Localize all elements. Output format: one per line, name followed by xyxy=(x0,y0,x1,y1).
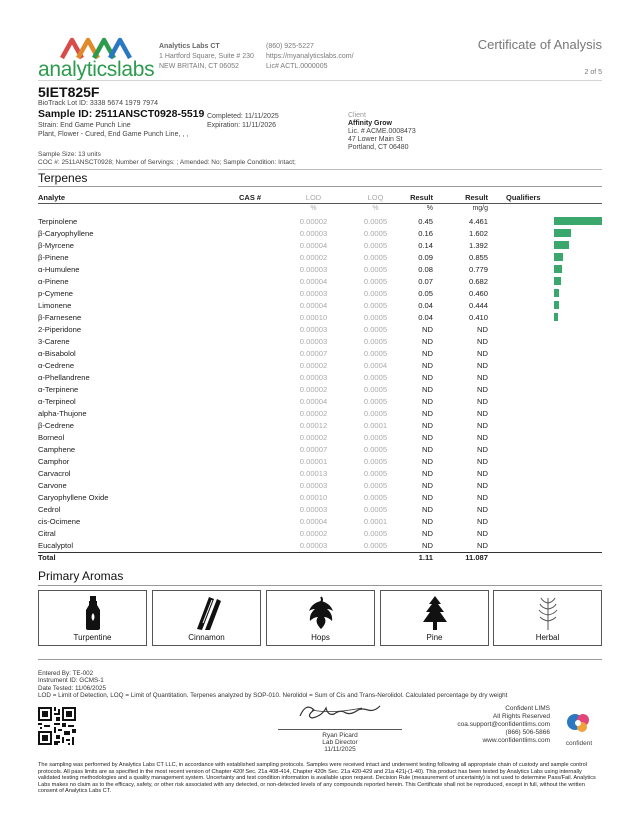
date-tested: Date Tested: 11/06/2025 xyxy=(38,684,107,692)
loq-value: 0.0005 xyxy=(363,493,388,502)
result-bar xyxy=(554,301,559,309)
lod-value: 0.00004 xyxy=(299,277,328,286)
result-mg-value: 0.444 xyxy=(468,301,488,310)
terpene-row xyxy=(38,348,602,360)
terpene-row xyxy=(38,408,602,420)
logo-text: analyticslabs xyxy=(38,58,155,81)
client-label: Client xyxy=(348,112,366,119)
lod-value: 0.00004 xyxy=(299,241,328,250)
aroma-card-pine xyxy=(380,590,489,646)
lab-contact xyxy=(266,42,354,72)
signature-block xyxy=(270,700,410,753)
lod-value: 0.00007 xyxy=(299,445,328,454)
analyte-name: α-Humulene xyxy=(38,265,80,274)
signature-icon xyxy=(290,700,390,724)
result-mg-value: ND xyxy=(477,421,488,430)
document-title: Certificate of Analysis xyxy=(477,37,602,52)
analyticslabs-logo xyxy=(38,36,155,82)
terpene-row xyxy=(38,228,602,240)
result-pct-value: 0.16 xyxy=(418,229,433,238)
result-mg-value: ND xyxy=(477,469,488,478)
loq-value: 0.0005 xyxy=(363,457,388,466)
sample-size-block xyxy=(38,151,296,167)
loq-value: 0.0005 xyxy=(363,385,388,394)
result-mg-value: ND xyxy=(477,385,488,394)
analyte-name: 3-Carene xyxy=(38,337,70,346)
sample-size: Sample Size: 13 units xyxy=(38,151,101,158)
unit-result-mg: mg/g xyxy=(472,205,488,212)
analyte-name: Borneol xyxy=(38,433,65,442)
result-pct-value: ND xyxy=(422,385,433,394)
result-mg-value: ND xyxy=(477,529,488,538)
result-pct-value: 0.07 xyxy=(418,277,433,286)
result-bar xyxy=(554,277,561,285)
header-result-mg: Result xyxy=(465,193,488,202)
loq-value: 0.0005 xyxy=(363,529,388,538)
table-header-divider xyxy=(38,203,602,204)
analyte-name: Citral xyxy=(38,529,56,538)
unit-loq: % xyxy=(372,205,379,212)
analyte-name: Terpinolene xyxy=(38,217,78,226)
result-bar xyxy=(554,229,571,237)
analyte-name: Eucalyptol xyxy=(38,541,74,550)
aroma-card-cinnamon xyxy=(152,590,261,646)
result-mg-value: 0.410 xyxy=(468,313,488,322)
lod-value: 0.00003 xyxy=(299,373,328,382)
analyte-name: Carvone xyxy=(38,481,67,490)
analyte-name: β-Pinene xyxy=(38,253,69,262)
total-label: Total xyxy=(38,553,56,562)
completed-date: Completed: 11/11/2025 xyxy=(207,113,279,120)
terpene-row xyxy=(38,504,602,516)
result-mg-value: 1.392 xyxy=(468,241,488,250)
terpenes-table-body xyxy=(38,216,602,564)
lod-value: 0.00002 xyxy=(299,361,328,370)
aroma-card-herbal xyxy=(493,590,602,646)
lod-value: 0.00003 xyxy=(299,325,328,334)
lab-name: Analytics Labs CT xyxy=(159,43,220,50)
loq-value: 0.0005 xyxy=(363,265,388,274)
total-mg: 11.087 xyxy=(465,553,488,562)
terpenes-title: Terpenes xyxy=(38,171,88,185)
terpene-row xyxy=(38,336,602,348)
loq-value: 0.0005 xyxy=(363,397,388,406)
terpene-row xyxy=(38,528,602,540)
confident-website[interactable]: www.confidentlims.com xyxy=(482,737,550,744)
confident-email[interactable]: coa.support@confidentlims.com xyxy=(457,721,550,728)
method-note: LOD = Limit of Detection, LOQ = Limit of Quantitation. Terpenes analyzed by SOP-010. Nerolidol = Sum of Cis and Trans-Nerolidol. Calculated percentage by dry weight xyxy=(38,691,508,699)
confident-phone: (866) 506-5866 xyxy=(505,729,550,736)
terpene-row xyxy=(38,444,602,456)
lod-value: 0.00012 xyxy=(299,421,328,430)
analyte-name: 2-Piperidone xyxy=(38,325,82,334)
analyte-name: α-Phellandrene xyxy=(38,373,90,382)
analyte-name: alpha-Thujone xyxy=(38,409,87,418)
analyte-name: α-Cedrene xyxy=(38,361,75,370)
result-pct-value: ND xyxy=(422,361,433,370)
lod-value: 0.00004 xyxy=(299,397,328,406)
result-pct-value: ND xyxy=(422,457,433,466)
unit-lod: % xyxy=(310,205,317,212)
loq-value: 0.0005 xyxy=(363,241,388,250)
result-bar xyxy=(554,289,559,297)
result-pct-value: ND xyxy=(422,469,433,478)
terpene-row xyxy=(38,372,602,384)
terpene-row xyxy=(38,516,602,528)
result-pct-value: ND xyxy=(422,481,433,490)
lod-value: 0.00003 xyxy=(299,541,328,550)
aromas-list xyxy=(38,590,602,646)
result-pct-value: 0.04 xyxy=(418,313,433,322)
analyte-name: Caryophyllene Oxide xyxy=(38,493,109,502)
terpene-row xyxy=(38,480,602,492)
result-mg-value: 0.682 xyxy=(468,277,488,286)
client-name: Affinity Grow xyxy=(348,120,392,127)
aroma-label: Pine xyxy=(426,633,443,642)
analyte-name: β-Caryophyllene xyxy=(38,229,94,238)
hops-icon xyxy=(267,595,374,631)
terpene-row xyxy=(38,288,602,300)
result-mg-value: ND xyxy=(477,409,488,418)
result-pct-value: 0.45 xyxy=(418,217,433,226)
result-pct-value: ND xyxy=(422,493,433,502)
result-pct-value: 0.04 xyxy=(418,301,433,310)
terpene-row xyxy=(38,312,602,324)
result-pct-value: ND xyxy=(422,517,433,526)
terpene-row xyxy=(38,300,602,312)
result-pct-value: ND xyxy=(422,445,433,454)
herb-sprig-icon xyxy=(494,595,601,631)
loq-value: 0.0005 xyxy=(363,229,388,238)
lab-address-line1: 1 Hartford Square, Suite # 230 xyxy=(159,53,254,60)
terpenes-units-row xyxy=(38,205,602,214)
lod-value: 0.00002 xyxy=(299,433,328,442)
aroma-label: Cinnamon xyxy=(188,633,225,642)
expiration-date: Expiration: 11/11/2026 xyxy=(207,122,277,129)
lod-value: 0.00002 xyxy=(299,409,328,418)
header-loq: LOQ xyxy=(367,193,384,202)
terpene-row xyxy=(38,276,602,288)
loq-value: 0.0005 xyxy=(363,505,388,514)
header-lod: LOD xyxy=(305,193,322,202)
lod-value: 0.00004 xyxy=(299,301,328,310)
result-mg-value: ND xyxy=(477,445,488,454)
aroma-label: Turpentine xyxy=(73,633,112,642)
result-pct-value: ND xyxy=(422,505,433,514)
lod-value: 0.00002 xyxy=(299,529,328,538)
signer-title: Lab Director xyxy=(322,739,358,746)
lod-value: 0.00010 xyxy=(299,313,328,322)
result-mg-value: ND xyxy=(477,397,488,406)
analyte-name: p-Cymene xyxy=(38,289,74,298)
sample-code: 5IET825F xyxy=(38,84,100,100)
header-divider xyxy=(38,80,602,81)
result-pct-value: 0.08 xyxy=(418,265,433,274)
result-mg-value: ND xyxy=(477,433,488,442)
aroma-label: Hops xyxy=(311,633,330,642)
section-divider xyxy=(38,169,602,170)
result-pct-value: ND xyxy=(422,349,433,358)
lab-license: Lic# ACTL.0000005 xyxy=(266,63,328,70)
analyte-name: α-Bisabolol xyxy=(38,349,76,358)
lod-value: 0.00002 xyxy=(299,253,328,262)
client-block xyxy=(348,112,416,152)
terpenes-title-divider xyxy=(38,186,602,187)
terpene-row xyxy=(38,216,602,228)
result-mg-value: ND xyxy=(477,493,488,502)
signer-date: 11/11/2025 xyxy=(324,746,356,753)
loq-value: 0.0005 xyxy=(363,253,388,262)
lab-website[interactable]: https://myanalyticslabs.com/ xyxy=(266,53,354,60)
test-metadata xyxy=(38,670,507,699)
loq-value: 0.0005 xyxy=(363,541,388,550)
analyte-name: Camphene xyxy=(38,445,76,454)
result-pct-value: ND xyxy=(422,529,433,538)
confident-rights: All Rights Reserved xyxy=(492,713,550,720)
lod-value: 0.00007 xyxy=(299,349,328,358)
loq-value: 0.0005 xyxy=(363,445,388,454)
loq-value: 0.0005 xyxy=(363,433,388,442)
result-mg-value: 0.779 xyxy=(468,265,488,274)
aromas-title: Primary Aromas xyxy=(38,569,124,583)
result-mg-value: 4.461 xyxy=(468,217,488,226)
result-mg-value: ND xyxy=(477,373,488,382)
analyte-name: α-Terpineol xyxy=(38,397,76,406)
result-mg-value: ND xyxy=(477,325,488,334)
loq-value: 0.0005 xyxy=(363,337,388,346)
total-pct: 1.11 xyxy=(418,553,433,562)
terpene-row xyxy=(38,384,602,396)
loq-value: 0.0005 xyxy=(363,301,388,310)
terpene-row xyxy=(38,240,602,252)
result-mg-value: ND xyxy=(477,481,488,490)
terpene-row xyxy=(38,420,602,432)
loq-value: 0.0005 xyxy=(363,373,388,382)
loq-value: 0.0005 xyxy=(363,289,388,298)
terpene-row xyxy=(38,540,602,552)
loq-value: 0.0005 xyxy=(363,217,388,226)
aroma-card-turpentine xyxy=(38,590,147,646)
sample-dates xyxy=(207,112,279,130)
loq-value: 0.0005 xyxy=(363,349,388,358)
logo-mark-icon xyxy=(60,36,138,60)
analyte-name: Cedrol xyxy=(38,505,61,514)
result-mg-value: 0.460 xyxy=(468,289,488,298)
result-bar xyxy=(554,241,569,249)
analyte-name: cis-Ocimene xyxy=(38,517,81,526)
lod-value: 0.00003 xyxy=(299,265,328,274)
confident-lims-contact xyxy=(432,705,550,745)
confident-name: Confident LIMS xyxy=(505,705,550,712)
result-pct-value: ND xyxy=(422,421,433,430)
lab-address-line2: NEW BRITAIN, CT 06052 xyxy=(159,63,239,70)
client-address1: 47 Lower Main St xyxy=(348,136,403,143)
lod-value: 0.00010 xyxy=(299,493,328,502)
lod-value: 0.00004 xyxy=(299,517,328,526)
sample-details xyxy=(38,121,188,139)
sample-type: Plant, Flower - Cured, End Game Punch Line, , , xyxy=(38,131,189,138)
result-pct-value: 0.09 xyxy=(418,253,433,262)
lod-value: 0.00001 xyxy=(299,457,328,466)
terpene-row xyxy=(38,396,602,408)
aroma-card-hops xyxy=(266,590,375,646)
lod-value: 0.00002 xyxy=(299,385,328,394)
result-pct-value: ND xyxy=(422,433,433,442)
lod-value: 0.00003 xyxy=(299,337,328,346)
sample-strain: Strain: End Game Punch Line xyxy=(38,122,131,129)
result-pct-value: ND xyxy=(422,337,433,346)
cinnamon-sticks-icon xyxy=(153,595,260,631)
result-mg-value: ND xyxy=(477,517,488,526)
pine-tree-icon xyxy=(381,595,488,631)
biotrack-lot-id: BioTrack Lot ID: 3338 5674 1979 7974 xyxy=(38,100,158,107)
header-result-pct: Result xyxy=(410,193,433,202)
analyte-name: β-Farnesene xyxy=(38,313,82,322)
lod-value: 0.00013 xyxy=(299,469,328,478)
loq-value: 0.0005 xyxy=(363,313,388,322)
result-pct-value: ND xyxy=(422,397,433,406)
legal-disclaimer: The sampling was performed by Analytics Labs CT LLC, in accordance with established sampling protocols. Samples were received intact and underwent testing following all appropriate chain of custody and sample control protocols. All pass limits are as specified in the most recent version of Chapter 420f Sec. 21a 408-414, Chapter 420h Sec. 21a 420-429 and 21a 421j-(1-40). This product has been tested by Analytics Labs using internally validated testing methodologies and a quality management system. Uncertainty and test condition information is available upon request. Decision Rule (measurement of uncertainty) is not used to determine Pass/Fail. Analytics Labs makes no claim as to the efficacy, safety, or other risk associated with any detected, or non-detected levels of any compounds reported herein. This Certificate shall not be reproduced, except in full, without the written consent of Analytics Labs CT. xyxy=(38,762,596,795)
loq-value: 0.0004 xyxy=(363,361,388,370)
page-number: 2 of 5 xyxy=(584,69,602,76)
result-pct-value: 0.05 xyxy=(418,289,433,298)
analyte-name: α-Terpinene xyxy=(38,385,79,394)
unit-result-pct: % xyxy=(426,205,433,212)
result-bar xyxy=(554,265,562,273)
aromas-title-divider xyxy=(38,585,602,586)
signature-line xyxy=(278,729,402,730)
instrument-id: Instrument ID: GCMS-1 xyxy=(38,677,104,685)
header-qualifiers: Qualifiers xyxy=(506,193,541,202)
result-mg-value: ND xyxy=(477,505,488,514)
signer-name: Ryan Picard xyxy=(322,732,358,739)
turpentine-bottle-icon xyxy=(39,595,146,631)
qr-code-icon[interactable] xyxy=(38,707,76,745)
client-license: Lic. # ACME.0008473 xyxy=(348,128,416,135)
loq-value: 0.0005 xyxy=(363,481,388,490)
result-bar xyxy=(554,313,558,321)
result-mg-value: 0.855 xyxy=(468,253,488,262)
analyte-name: Carvacrol xyxy=(38,469,71,478)
loq-value: 0.0005 xyxy=(363,469,388,478)
result-pct-value: ND xyxy=(422,541,433,550)
loq-value: 0.0005 xyxy=(363,325,388,334)
analyte-name: β-Cedrene xyxy=(38,421,75,430)
confident-logo-icon xyxy=(565,712,593,734)
analyte-name: Limonene xyxy=(38,301,72,310)
result-pct-value: 0.14 xyxy=(418,241,433,250)
lod-value: 0.00002 xyxy=(299,217,328,226)
result-mg-value: 1.602 xyxy=(468,229,488,238)
terpene-row xyxy=(38,456,602,468)
entered-by: Entered By: TE-002 xyxy=(38,670,94,677)
loq-value: 0.0005 xyxy=(363,277,388,286)
confident-logo xyxy=(556,712,602,747)
result-pct-value: ND xyxy=(422,325,433,334)
header-analyte: Analyte xyxy=(38,193,66,202)
analyte-name: β-Myrcene xyxy=(38,241,75,250)
terpene-row xyxy=(38,432,602,444)
result-mg-value: ND xyxy=(477,457,488,466)
result-mg-value: ND xyxy=(477,541,488,550)
terpene-row xyxy=(38,492,602,504)
result-mg-value: ND xyxy=(477,361,488,370)
coc-info: COC #: 2511ANSCT0928; Number of Servings: ; Amended: No; Sample Condition: Intact; xyxy=(38,159,296,166)
total-row xyxy=(38,552,602,564)
terpene-row xyxy=(38,324,602,336)
result-pct-value: ND xyxy=(422,409,433,418)
loq-value: 0.0001 xyxy=(363,517,388,526)
result-mg-value: ND xyxy=(477,349,488,358)
terpene-row xyxy=(38,468,602,480)
aromas-bottom-divider xyxy=(38,659,602,660)
terpene-row xyxy=(38,252,602,264)
analyte-name: α-Pinene xyxy=(38,277,69,286)
loq-value: 0.0005 xyxy=(363,409,388,418)
result-bar xyxy=(554,253,563,261)
lod-value: 0.00003 xyxy=(299,229,328,238)
lod-value: 0.00003 xyxy=(299,481,328,490)
lod-value: 0.00003 xyxy=(299,289,328,298)
confident-logo-text: confident xyxy=(565,740,593,747)
sample-id: Sample ID: 2511ANSCT0928-5519 xyxy=(38,108,205,120)
analyte-name: Camphor xyxy=(38,457,70,466)
client-address2: Portland, CT 06480 xyxy=(348,144,409,151)
lab-address xyxy=(159,42,254,72)
lod-value: 0.00003 xyxy=(299,505,328,514)
terpene-row xyxy=(38,360,602,372)
loq-value: 0.0001 xyxy=(363,421,388,430)
result-bar xyxy=(554,217,602,225)
result-pct-value: ND xyxy=(422,373,433,382)
aroma-label: Herbal xyxy=(535,633,560,642)
lab-phone: (860) 925-5227 xyxy=(266,43,314,50)
header-cas: CAS # xyxy=(239,193,262,202)
terpene-row xyxy=(38,264,602,276)
result-mg-value: ND xyxy=(477,337,488,346)
